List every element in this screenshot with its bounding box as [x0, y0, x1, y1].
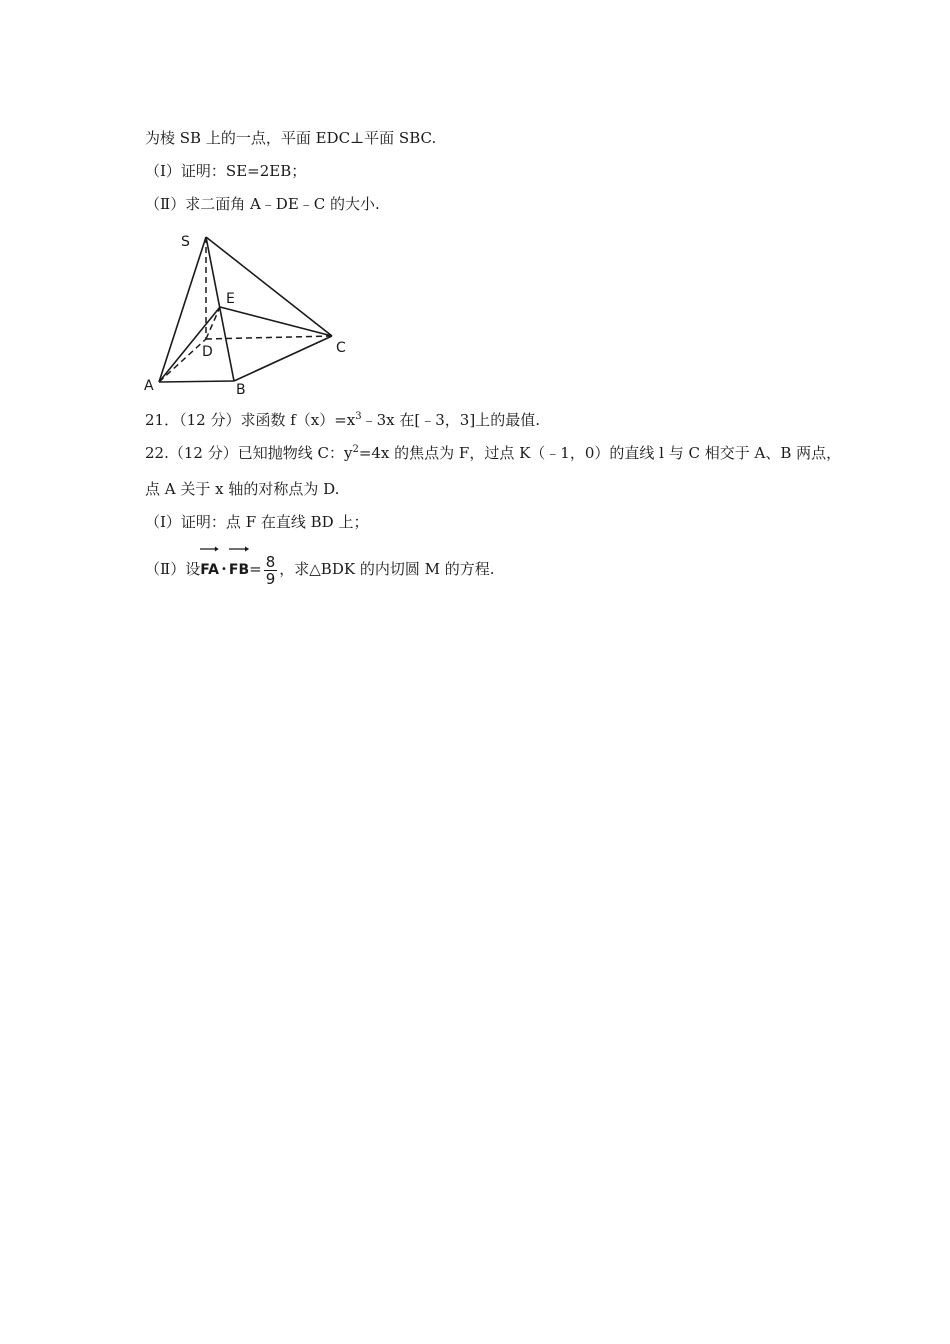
vector-FA-label: FA [200, 562, 219, 578]
label-A: A [144, 378, 154, 394]
equals-sign: = [249, 560, 262, 578]
problem-21 [145, 410, 540, 430]
label-E: E [226, 291, 235, 307]
fraction-denominator: 9 [265, 569, 276, 588]
problem-22-part2-prefix: （Ⅱ）设 [145, 560, 201, 578]
problem-22-intro-after: =4x 的焦点为 F，过点 K（﹣1，0）的直线 l 与 C 相交于 A、B 两点， [358, 444, 842, 462]
problem-22-intro-before: 22.（12 分）已知抛物线 C：y [145, 444, 353, 462]
problem-22-line2: 点 A 关于 x 轴的对称点为 D. [145, 480, 340, 498]
edge-EC [220, 307, 332, 336]
vector-arrow-icon [229, 546, 249, 552]
label-S: S [181, 234, 190, 250]
problem-22-part2-suffix: ，求△BDK 的内切圆 M 的方程. [279, 560, 495, 578]
problem-22-intro-exponent: 2 [352, 444, 359, 455]
vector-FB [229, 546, 249, 588]
fraction-numerator: 8 [265, 552, 276, 571]
edge-BC [234, 336, 332, 381]
label-D: D [202, 344, 213, 360]
vector-FB-label: FB [228, 562, 250, 578]
problem-20-part2: （Ⅱ）求二面角 A﹣DE﹣C 的大小. [145, 195, 380, 213]
label-B: B [236, 382, 246, 398]
edge-AB [159, 381, 234, 382]
problem-20-part1: （Ⅰ）证明：SE=2EB； [145, 162, 307, 180]
problem-21-exponent: 3 [355, 411, 362, 422]
vector-arrow-icon [200, 546, 219, 552]
problem-21-before: 21．（12 分）求函数 f（x）=x [145, 411, 356, 429]
problem-22-intro [145, 443, 841, 463]
problem-21-after: ﹣3x 在[﹣3，3]上的最值. [361, 411, 540, 429]
vector-FA [200, 546, 219, 588]
edge-SC [206, 237, 332, 336]
fraction [264, 554, 278, 587]
pyramid-figure [140, 228, 360, 398]
problem-20-line1: 为棱 SB 上的一点，平面 EDC⊥平面 SBC. [145, 129, 437, 147]
edge-DE-dashed [206, 307, 220, 339]
label-C: C [336, 340, 346, 356]
problem-22-part1: （Ⅰ）证明：点 F 在直线 BD 上； [145, 513, 369, 531]
problem-22-part2 [145, 546, 495, 586]
dot-product-symbol: • [221, 564, 227, 575]
